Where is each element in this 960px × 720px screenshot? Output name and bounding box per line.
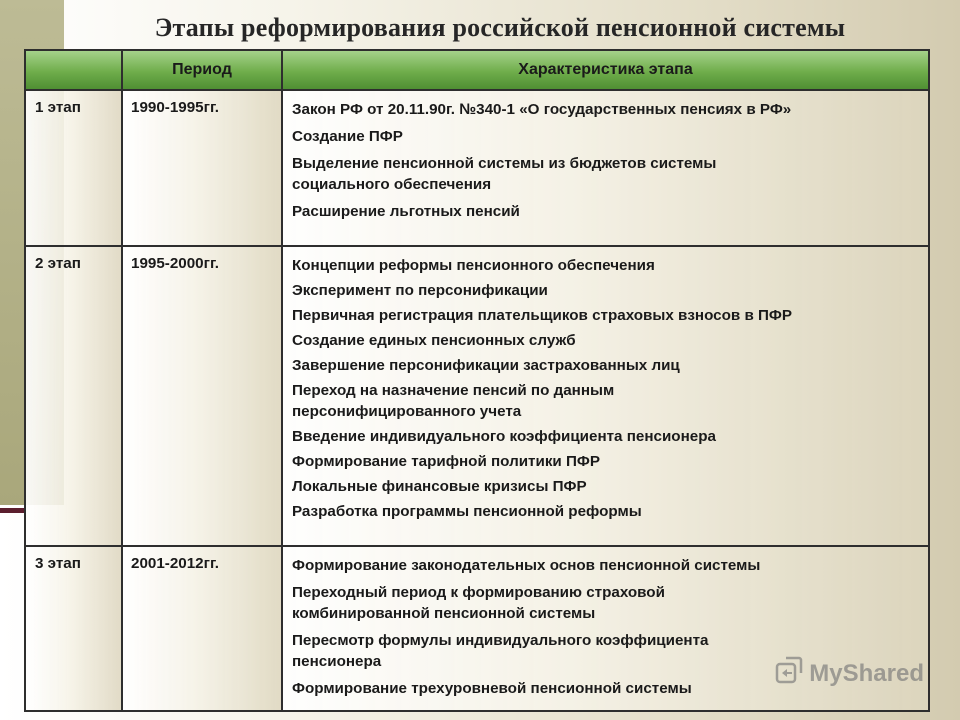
list-item: Формирование трехуровневой пенсионной системы [292, 680, 692, 697]
list-item: Создание ПФР [292, 128, 403, 145]
side-accent-line [0, 508, 26, 513]
list-item: Завершение персонификации застрахованных лиц [292, 357, 680, 374]
myshared-logo-icon [774, 655, 804, 692]
list-item: Выделение пенсионной системы из бюджетов системы социального обеспечения [292, 155, 717, 193]
list-item: Переходный период к формированию страховой комбинированной пенсионной системы [292, 584, 665, 622]
stage-cell: 3 этап [25, 546, 122, 711]
characteristic-list [292, 255, 924, 522]
list-item: Создание единых пенсионных служб [292, 332, 576, 349]
watermark [774, 655, 924, 692]
period-cell: 1995-2000гг. [122, 246, 282, 546]
characteristic-cell [282, 246, 929, 546]
list-item: Первичная регистрация плательщиков страховых взносов в ПФР [292, 307, 793, 324]
list-item: Концепции реформы пенсионного обеспечения [292, 257, 655, 274]
stage-cell: 2 этап [25, 246, 122, 546]
table-row [25, 246, 929, 546]
page-title: Этапы реформирования российской пенсионной системы [154, 13, 846, 42]
period-cell: 1990-1995гг. [122, 90, 282, 246]
stages-table [24, 49, 930, 712]
list-item: Эксперимент по персонификации [292, 282, 548, 299]
list-item: Формирование тарифной политики ПФР [292, 453, 600, 470]
list-item: Локальные финансовые кризисы ПФР [292, 478, 587, 495]
list-item: Введение индивидуального коэффициента пенсионера [292, 428, 716, 445]
table-header-row [25, 50, 929, 90]
list-item: Пересмотр формулы индивидуального коэффициента пенсионера [292, 632, 709, 670]
characteristic-list [292, 99, 924, 222]
header-period: Период [122, 50, 282, 90]
list-item: Разработка программы пенсионной реформы [292, 503, 642, 520]
header-characteristic: Характеристика этапа [282, 50, 929, 90]
list-item: Переход на назначение пенсий по данным персонифицированного учета [292, 382, 615, 420]
list-item: Расширение льготных пенсий [292, 203, 520, 220]
list-item: Формирование законодательных основ пенсионной системы [292, 557, 761, 574]
header-stage [25, 50, 122, 90]
list-item: Закон РФ от 20.11.90г. №340-1 «О государственных пенсиях в РФ» [292, 101, 792, 118]
watermark-text: MyShared [809, 659, 924, 687]
characteristic-cell [282, 90, 929, 246]
table-row [25, 90, 929, 246]
stage-cell: 1 этап [25, 90, 122, 246]
period-cell: 2001-2012гг. [122, 546, 282, 711]
